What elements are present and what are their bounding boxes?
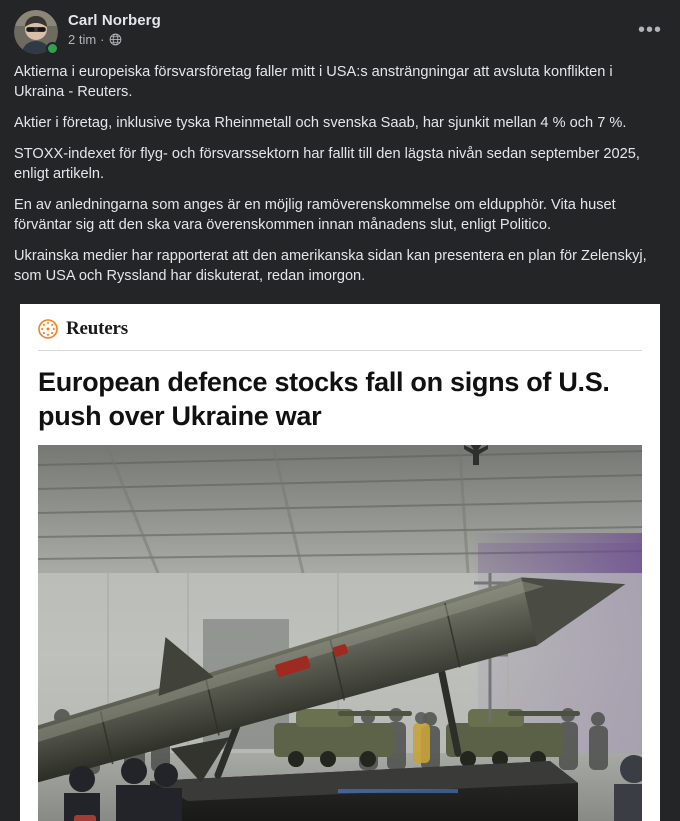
author-name[interactable]: Carl Norberg [68, 12, 161, 29]
online-status-indicator [46, 42, 59, 55]
card-headline[interactable]: European defence stocks fall on signs of U.S. push over Ukraine war [38, 366, 610, 431]
link-preview-card[interactable] [20, 304, 660, 821]
post-paragraph: En av anledningarna som anges är en möjlig ramöverenskommelse om eldupphör. Vita huset förväntar sig att den ska vara överenskommen innan månadens slut, enligt Politico. [14, 197, 616, 233]
reuters-wordmark: Reuters [66, 318, 128, 339]
post-header [0, 0, 680, 58]
post-paragraph: Ukrainska medier har rapporterat att den amerikanska sidan kan presentera en plan för Zelenskyj, som USA och Ryssland har diskuterat, redan imorgon. [14, 248, 647, 284]
post-header-text [68, 10, 161, 47]
card-image[interactable] [38, 445, 642, 821]
post-meta [68, 32, 161, 47]
meta-separator: · [100, 32, 105, 47]
post-text [0, 58, 680, 296]
post-timestamp[interactable]: 2 tim [68, 32, 97, 47]
post-paragraph: Aktier i företag, inklusive tyska Rheinmetall och svenska Saab, har sjunkit mellan 4 % och 7 %. [14, 115, 627, 131]
avatar-wrapper[interactable] [14, 10, 58, 54]
more-options-button[interactable]: ••• [637, 19, 662, 41]
globe-icon[interactable] [109, 33, 122, 46]
card-brand [20, 304, 660, 350]
reuters-logo-icon [38, 319, 58, 339]
post-paragraph: Aktierna i europeiska försvarsföretag faller mitt i USA:s ansträngningar att avsluta konflikten i Ukraina - Reuters. [14, 64, 613, 100]
post-paragraph: STOXX-indexet för flyg- och försvarssektorn har fallit till den lägsta nivån sedan september 2025, enligt artikeln. [14, 146, 640, 182]
